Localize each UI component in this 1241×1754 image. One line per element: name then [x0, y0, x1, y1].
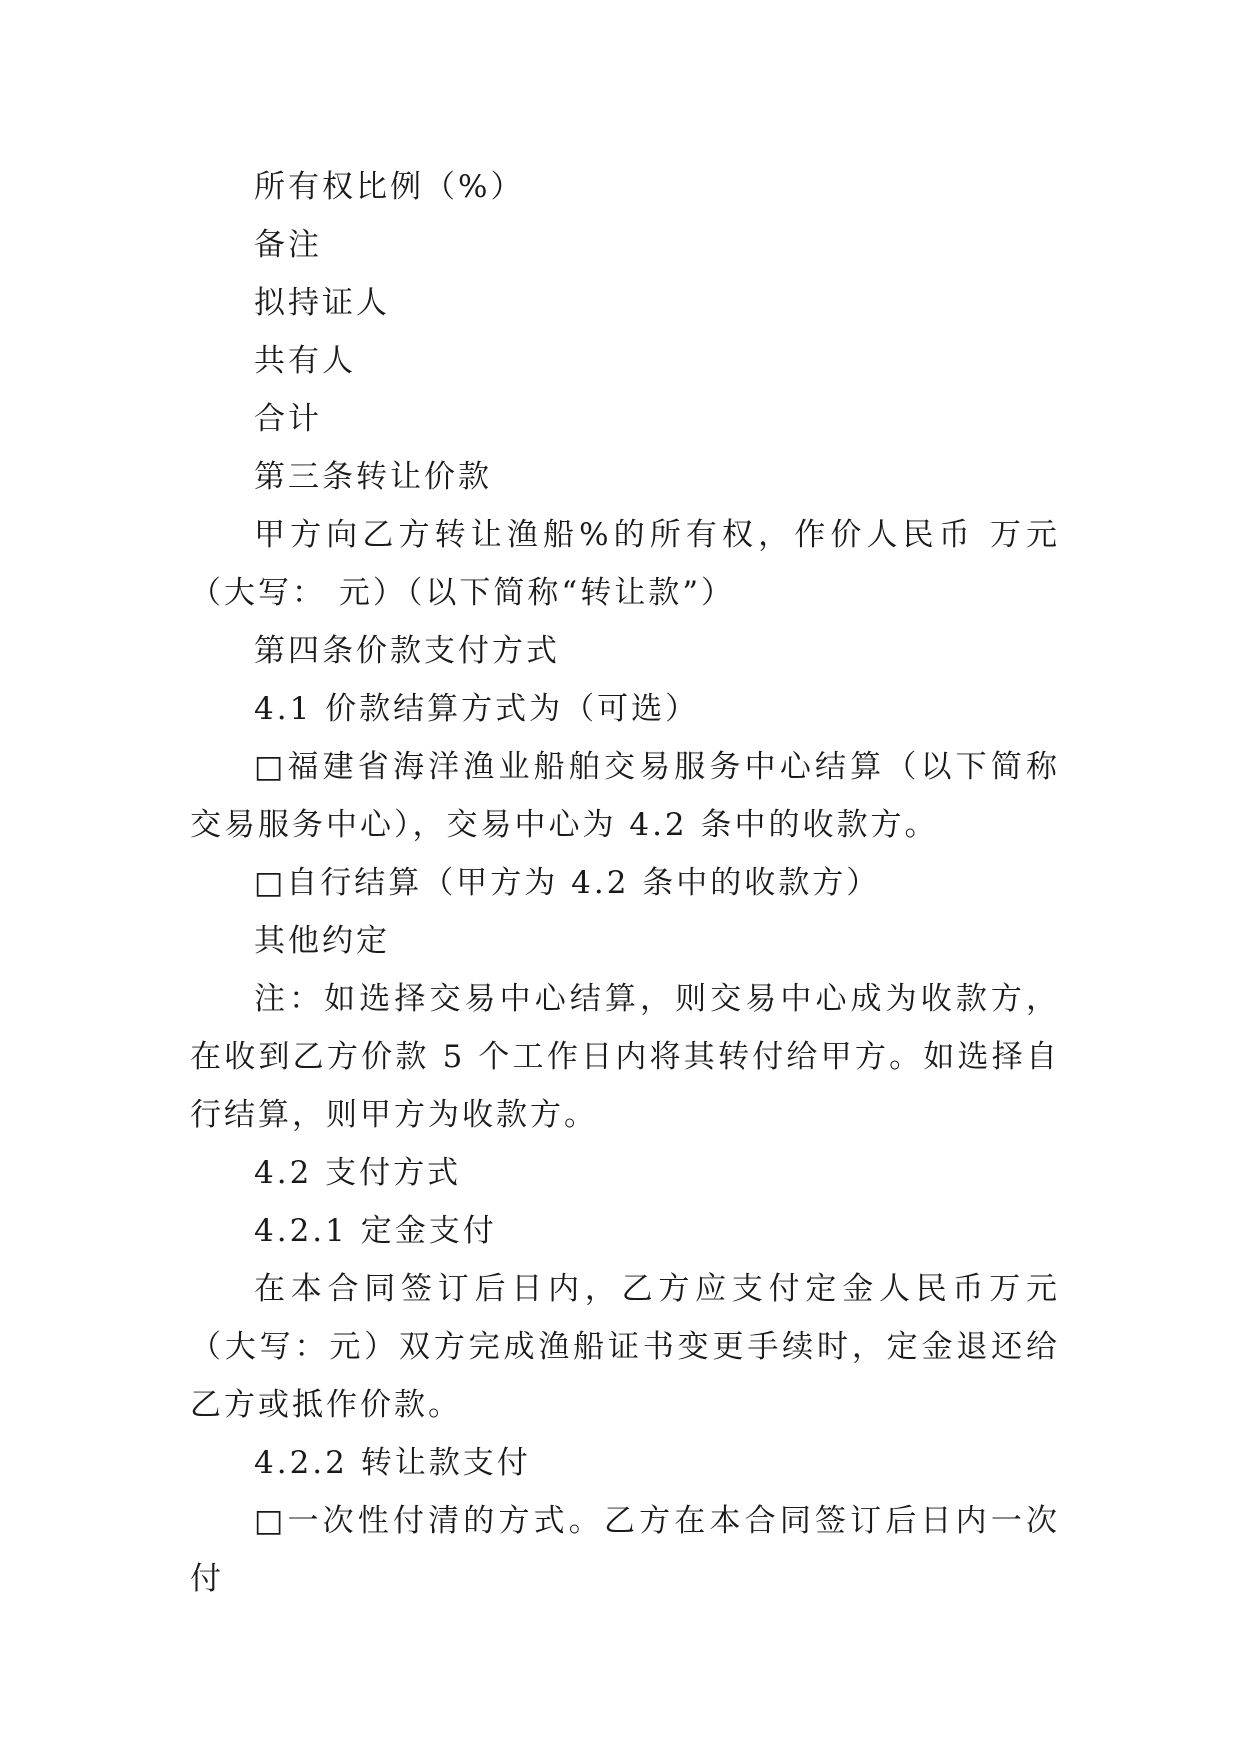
section-heading-article-3: 第三条转让价款	[254, 459, 492, 495]
clause-4-1-heading: 4.1 价款结算方式为（可选）	[254, 691, 700, 727]
paragraph-remarks: 备注	[254, 227, 322, 263]
clause-4-2-2-heading: 4.2.2 转让款支付	[254, 1445, 531, 1481]
clause-4-2-1-heading: 4.2.1 定金支付	[254, 1213, 497, 1249]
section-heading-article-4: 第四条价款支付方式	[254, 633, 560, 669]
option-lump-sum-payment: □一次性付清的方式。乙方在本合同签订后日内一次付	[190, 1503, 1060, 1597]
paragraph-deposit-payment: 在本合同签订后日内，乙方应支付定金人民币万元（大写：元）双方完成渔船证书变更手续时，定金退还给乙方或抵作价款。	[190, 1271, 1060, 1423]
document-body	[190, 158, 1060, 1608]
paragraph-note: 注：如选择交易中心结算，则交易中心成为收款方，在收到乙方价款 5 个工作日内将其转付给甲方。如选择自行结算，则甲方为收款方。	[190, 981, 1060, 1133]
paragraph-co-owner: 共有人	[254, 343, 356, 379]
paragraph-proposed-holder: 拟持证人	[254, 285, 390, 321]
clause-4-2-heading: 4.2 支付方式	[254, 1155, 462, 1191]
option-self-settlement: □自行结算（甲方为 4.2 条中的收款方）	[254, 865, 881, 901]
paragraph-other-agreements: 其他约定	[254, 923, 390, 959]
paragraph-total: 合计	[254, 401, 322, 437]
paragraph-transfer-price: 甲方向乙方转让渔船%的所有权，作价人民币 万元（大写： 元）（以下简称“转让款”）	[190, 517, 1060, 611]
option-exchange-center-settlement: □福建省海洋渔业船舶交易服务中心结算（以下简称交易服务中心），交易中心为 4.2 条中的收款方。	[190, 749, 1060, 843]
paragraph-ownership-ratio: 所有权比例（%）	[254, 169, 525, 205]
